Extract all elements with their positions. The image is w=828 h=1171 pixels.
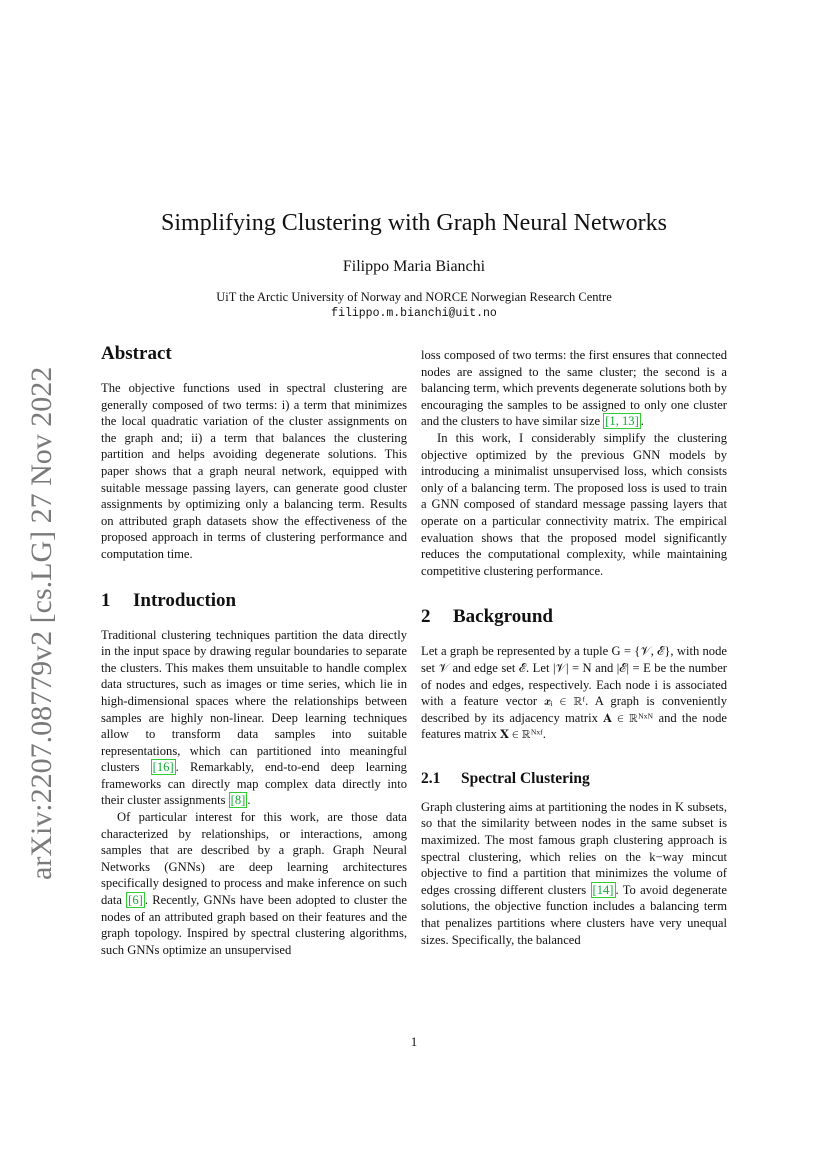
text-run: Graph clustering aims at partitioning the nodes in K subsets, so that the similarity between nodes in the same subset is maximized. The most famous graph clustering approach is spectral clustering, which relies on the k−way mincut objective to find a partition that minimizes the volume of edges crossing different clusters	[421, 799, 727, 897]
citation-link[interactable]: [14]	[592, 882, 614, 897]
text-run: .	[247, 793, 251, 808]
author-affiliation: UiT the Arctic University of Norway and NORCE Norwegian Research Centre	[216, 290, 612, 304]
section-title: Background	[453, 606, 553, 628]
text-run: Traditional clustering techniques partition the data directly in the input space by drawing regular boundaries to separate the clusters. This makes them unsuitable to handle complex data structures, such as images or time series, which lie in high-dimensional spaces where the relationships between samples are highly non-linear. Deep learning techniques allow to transform data samples into suitable representations, which can partitioned into meaningful clusters	[101, 627, 407, 775]
text-run: . Remarkably, end-to-end deep learning frameworks can directly map complex data directly into their cluster assignments	[101, 760, 407, 808]
section-number: 1	[101, 589, 111, 611]
author-name: Filippo Maria Bianchi	[342, 258, 486, 275]
citation-link[interactable]: [1, 13]	[605, 414, 639, 429]
background-text: Let a graph be represented by a tuple G = {𝒱, ℰ}, with node set 𝒱 and edge set ℰ. Let |𝒱| = N and |ℰ| = E be the number of nodes and edges, respectively. Each node i is associated with a feature vector 𝒙ᵢ ∈ ℝᶠ. A graph is conveniently described by its adjacency matrix 𝐀 ∈ ℝᴺˣᴺ and the node features matrix 𝐗 ∈ ℝᴺˣᶠ.	[421, 644, 727, 742]
page-number: 1	[410, 1034, 418, 1049]
spectral-clustering-text	[421, 799, 727, 948]
text-run: . Recently, GNNs have been adopted to cluster the nodes of an attributed graph based on their features and the graph topology. Inspired by spectral clustering algorithms, such GNNs optimize an unsupervised	[101, 893, 407, 957]
text-run: .	[640, 414, 644, 429]
section-number: 2	[421, 606, 431, 628]
intro-paragraph-2	[101, 809, 407, 958]
introduction-heading	[101, 589, 407, 613]
section-title: Introduction	[133, 589, 237, 611]
paper-title: Simplifying Clustering with Graph Neural Networks	[161, 210, 667, 236]
text-run: loss composed of two terms: the first ensures that connected nodes are assigned to the same cluster; the second is a balancing term, which prevents degenerate solutions both by encouraging the samples to be assigned to only one cluster and the clusters to have similar size	[421, 348, 727, 429]
spectral-clustering-heading	[421, 769, 727, 789]
intro-paragraph-3: In this work, I considerably simplify the clustering objective optimized by the previous GNN models by introducing a minimalist unsupervised loss, which consists only of a balancing term. The proposed loss is used to train a GNN composed of standard message passing layers that operate on a particular connectivity matrix. The empirical evaluation shows that the proposed model significantly reduces the computational complexity, while maintaining competitive clustering performance.	[421, 430, 727, 578]
citation-link[interactable]: [16]	[152, 760, 174, 775]
abstract-text: The objective functions used in spectral clustering are generally composed of two terms: i) a term that minimizes the local quadratic variation of the cluster assignments on the graph and; ii) a term that balances the clustering partition and helps avoiding degenerate solutions. This paper shows that a graph neural network, equipped with suitable message passing layers, can generate good cluster assignments by optimizing only a balancing term. Results on attributed graph datasets show the effectiveness of the proposed approach in terms of clustering performance and computation time.	[101, 381, 407, 561]
text-run: . To avoid degenerate solutions, the objective function includes a balancing term that penalizes partitions where clusters have very unequal sizes. Specifically, the balanced	[421, 882, 727, 947]
citation-link[interactable]: [8]	[230, 793, 246, 808]
right-column	[421, 347, 727, 948]
citation-link[interactable]: [6]	[128, 893, 143, 908]
subsection-number: 2.1	[421, 769, 441, 787]
text-run: Of particular interest for this work, are those data characterized by relationships, or interactions, among samples that are described by a graph. Graph Neural Networks (GNNs) are deep learning architectures specifically designed to process and make inference on such data	[101, 810, 407, 908]
arxiv-identifier: arXiv:2207.08779v2 [cs.LG] 27 Nov 2022	[25, 366, 58, 880]
subsection-title: Spectral Clustering	[461, 769, 590, 787]
abstract-heading: Abstract	[101, 343, 172, 364]
background-heading	[421, 605, 727, 629]
intro-paragraph-1	[101, 627, 407, 810]
author-email[interactable]: filippo.m.bianchi@uit.no	[331, 307, 497, 320]
intro-paragraph-2-continued	[421, 347, 727, 430]
left-column	[101, 342, 407, 958]
